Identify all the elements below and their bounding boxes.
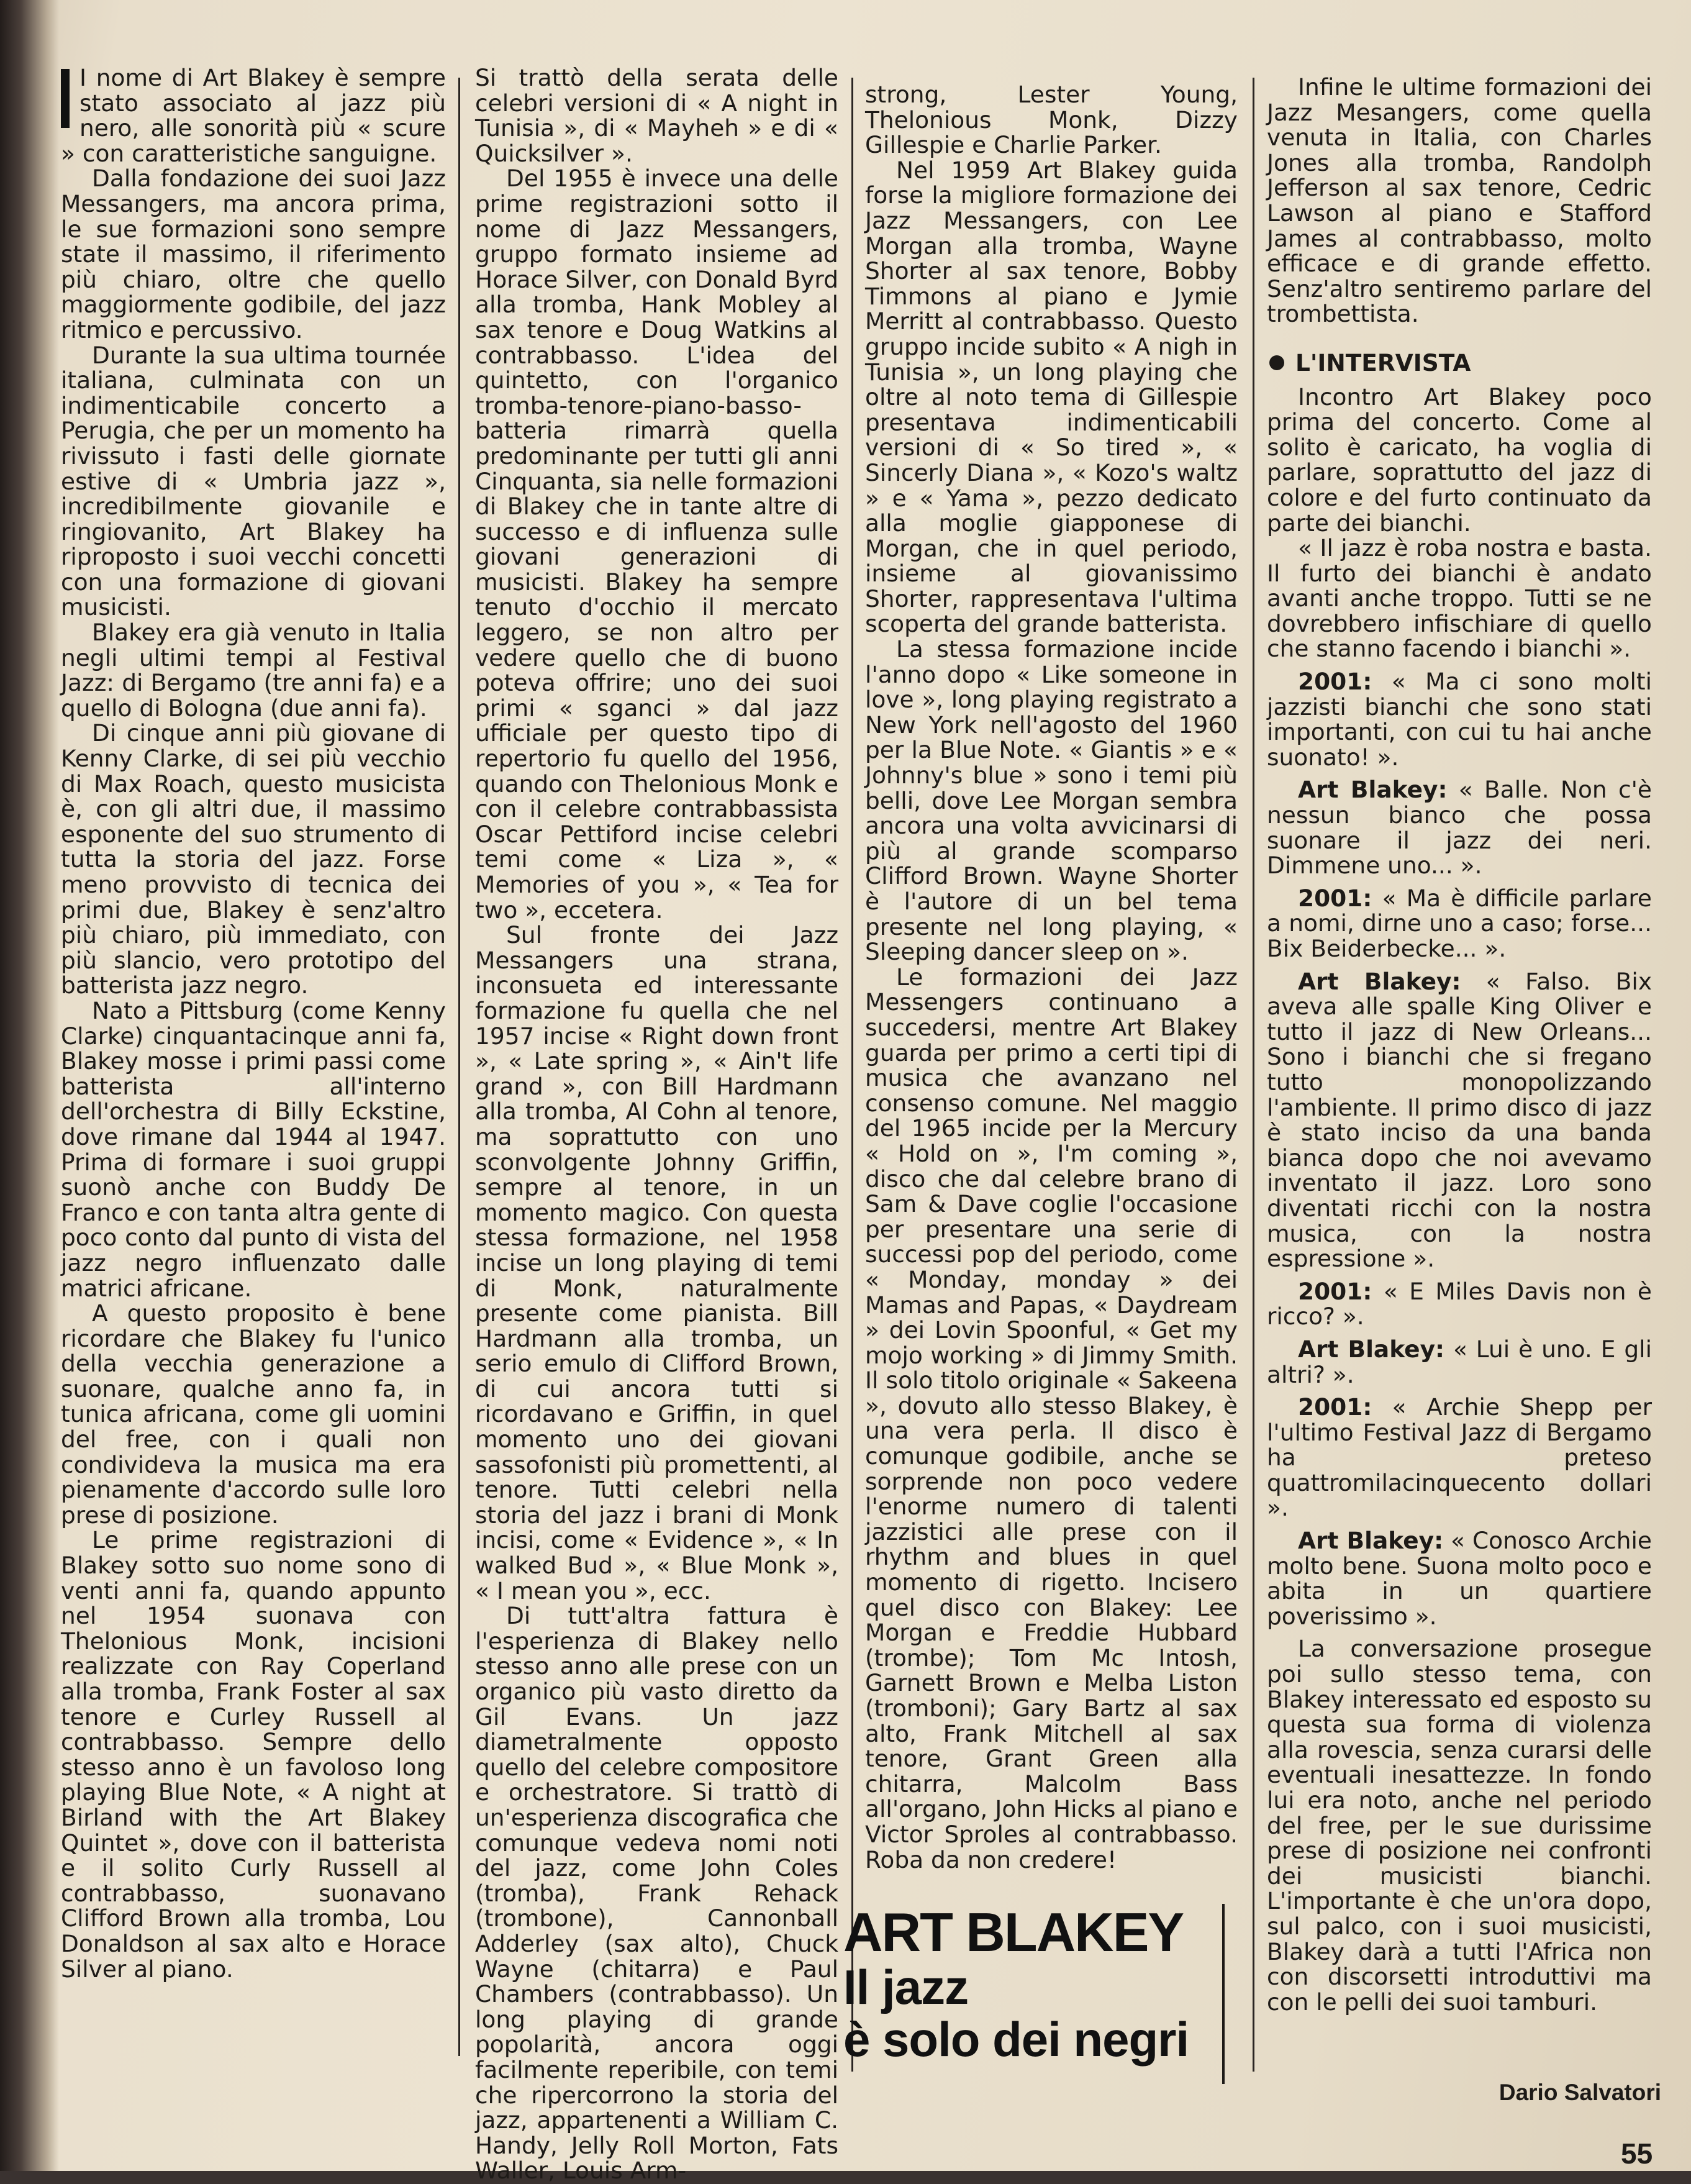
paragraph: Sul fronte dei Jazz Messangers una strana, inconsueta ed interessante formazione fu quella che nel 1957 incise « Right down front », « Late spring », « Ain't life grand », con Bill Hardmann alla tromba, Al Cohn al tenore, ma soprattutto con uno sconvolgente Johnny Griffin, sempre al tenore, in un momento magico. Con questa stessa formazione, nel 1958 incise un long playing di temi di Monk, naturalmente presente come pianista. Bill Hardmann alla tromba, un serio emulo di Clifford Brown, di cui ancora tutti si ricordavano e Griffin, in quel momento uno dei giovani sassofonisti più promettenti, al tenore. Tutti celebri nella storia del jazz i brani di Monk incisi, come « Evidence », « In walked Bud », « Blue Monk », « I mean you », ecc. [475,921,838,1604]
paragraph: Si trattò della serata delle celebri versioni di « A night in Tunisia », di « Mayheh » e di « Quicksilver ». [475,64,838,167]
article-column-3 [865,82,1238,1914]
bullet-icon [1269,355,1284,370]
interview-exchange [1267,1395,1652,1521]
paragraph: Infine le ultime formazioni dei Jazz Mesangers, come quella venuta in Italia, con Charles Jones alla tromba, Randolph Jefferson al sax tenore, Cedric Lawson al piano e Stafford James al contrabbasso, molto efficace e di grande effetto. Senz'altro sentiremo parlare del trombettista. [1267,73,1652,328]
article-subtitle-line-1: Il jazz [843,1960,969,2014]
paragraph: Di cinque anni più giovane di Kenny Clarke, di sei più vecchio di Max Roach, questo musicista è, con gli altri due, il massimo esponente del suo strumento di tutta la storia del jazz. Forse meno provvisto di tecnica dei primi due, Blakey è senz'altro più chiaro, più immediato, con più slancio, vero prototipo del batterista jazz negro. [61,719,446,999]
interview-exchange [1267,1279,1652,1329]
article-column-2 [475,64,838,2184]
article-column-1 [61,65,446,2072]
speaker-text: « Conosco Archie molto bene. Suona molto poco e abita in un quartiere poverissimo ». [1267,1527,1652,1630]
page-number: 55 [1621,2137,1653,2170]
paragraph: Del 1955 è invece una delle prime registrazioni sotto il nome di Jazz Messangers, gruppo formato insieme ad Horace Silver, con Donald Byrd alla tromba, Hank Mobley al sax tenore e Doug Watkins al contrabbasso. L'idea del quintetto, con l'organico tromba-tenore-piano-basso-batteria rimarrà quella predominante per tutti gli anni Cinquanta, sia nelle formazioni di Blakey che in tante altre di successo e di influenza sulle giovani generazioni di musicisti. Blakey ha sempre tenuto d'occhio il mercato leggero, se non altro per vedere quello che di buono poteva offrire; uno dei suoi primi « sganci » dal jazz ufficiale per questo tipo di repertorio fu quello del 1956, quando con Thelonious Monk e con il celebre contrabbassista Oscar Pettiford incise celebri temi come « Liza », « Memories of you », « Tea for two », eccetera. [475,165,838,924]
speaker-label: 2001: [1298,1277,1372,1305]
speaker-text: « Ma ci sono molti jazzisti bianchi che sono stati importanti, con cui tu hai anche suonato! ». [1267,668,1652,771]
interview-heading [1269,350,1652,376]
drop-cap-bar [61,69,70,128]
column-rule [458,78,460,2056]
paragraph: Di tutt'altra fattura è l'esperienza di Blakey nello stesso anno alle prese con un organico più vasto diretto da Gil Evans. Un jazz diametralmente opposto quello del celebre compositore e orchestratore. Si trattò di un'esperienza discografica che comunque vedeva nomi noti del jazz, come John Coles (tromba), Frank Rehack (trombone), Cannonball Adderley (sax alto), Chuck Wayne (chitarra) e Paul Chambers (contrabbasso). Un long playing di grande popolarità, ancora oggi facilmente reperibile, con temi che ripercorrono la storia del jazz, appartenenti a William C. Handy, Jelly Roll Morton, Fats Waller, Louis Arm- [475,1602,838,2184]
speaker-text: « Ma è difficile parlare a nomi, dirne uno a caso; forse... Bix Beiderbecke... ». [1267,884,1652,962]
paragraph: strong, Lester Young, Thelonious Monk, Dizzy Gillespie e Charlie Parker. [865,81,1238,159]
column-rule [1253,78,1254,2072]
article-column-4 [1267,75,1652,2062]
interview-exchange [1267,886,1652,962]
author-byline: Dario Salvatori [1498,2080,1661,2105]
speaker-label: 2001: [1298,668,1372,696]
interview-exchange [1267,777,1652,878]
interview-heading-label: L'INTERVISTA [1295,348,1471,376]
paragraph: Nel 1959 Art Blakey guida forse la migliore formazione dei Jazz Messangers, con Lee Morgan alla tromba, Wayne Shorter al sax tenore, Bobby Timmons al piano e Jymie Merritt al contrabbasso. Questo gruppo incide subito « A nigh in Tunisia », un long playing che oltre al noto tema di Gillespie presentava indimenticabili versioni di « So tired », « Sincerly Diana », « Kozo's waltz » e « Yama », pezzo dedicato alla moglie giapponese di Morgan, che in quel periodo, insieme al giovanissimo Shorter, rappresentava l'ultima scoperta del grande batterista. [865,156,1238,638]
paragraph: La conversazione prosegue poi sullo stesso tema, con Blakey interessato ed esposto su questa sua forma di violenza alla rovescia, senza curarsi delle eventuali inesattezze. In fondo lui era noto, anche nel periodo del free, per le sue durissime prese di posizione nei confronti dei musicisti bianchi. L'importante è che un'ora dopo, sul palco, con i suoi musicisti, Blakey darà a tutti l'Africa non con discorsetti introduttivi ma con le pelli dei suoi tamburi. [1267,1635,1652,2016]
paragraph: Nato a Pittsburg (come Kenny Clarke) cinquantacinque anni fa, Blakey mosse i primi passi come batterista all'interno dell'orchestra di Billy Eckstine, dove rimane dal 1944 al 1947. Prima di formare i suoi gruppi suonò anche con Buddy De Franco e con tanta altra gente di poco conto dal punto di vista del jazz negro influenzato dalle matrici africane. [61,996,446,1302]
speaker-text: « Falso. Bix aveva alle spalle King Oliver e tutto il jazz di New Orleans... Sono i bianchi che si fregano tutto monopolizzando l'ambiente. Il primo disco di jazz è stato inciso da una banda bianca dopo che noi avevamo inventato il jazz. Loro sono diventati ricchi con la nostra musica, con la nostra espressione ». [1267,967,1652,1273]
speaker-text: « Archie Shepp per l'ultimo Festival Jazz di Bergamo ha preteso quattromilacinquecento dollari ». [1267,1393,1652,1522]
paragraph: Dalla fondazione dei suoi Jazz Messangers, ma ancora prima, le sue formazioni sono sempre state il massimo, il riferimento più chiaro, oltre che quello maggiormente godibile, del jazz ritmico e percussivo. [61,165,446,344]
page-spine-shadow [0,0,59,2171]
paragraph: La stessa formazione incide l'anno dopo « Like someone in love », long playing registrato a New York nell'agosto del 1960 per la Blue Note. « Giantis » e « Johnny's blue » sono i temi più belli, dove Lee Morgan sembra ancora una volta avvicinarsi di più al grande scomparso Clifford Brown. Wayne Shorter è l'autore di un bel tema presente nel long playing, « Sleeping dancer sleep on ». [865,635,1238,966]
speaker-label: Art Blakey: [1298,776,1448,804]
paragraph: Le formazioni dei Jazz Messengers continuano a succedersi, mentre Art Blakey guarda per primo a certi tipi di musica che avanzano nel consenso comune. Nel maggio del 1965 incide per la Mercury « Hold on », I'm coming », disco che dal celebre brano di Sam & Dave coglie l'occasione per presentare una serie di successi pop del periodo, come « Monday, monday » dei Mamas and Papas, « Daydream » dei Lovin Spoonful, « Get my mojo working » di Jimmy Smith. Il solo titolo originale « Sakeena », dovuto allo stesso Blakey, è una vera perla. Il disco è comunque godibile, anche se sorprende non poco vedere l'enorme numero di talenti jazzistici alle prese con il rhythm and blues in quel momento di rigetto. Incisero quel disco con Blakey: Lee Morgan e Freddie Hubbard (trombe); Tom Mc Intosh, Garnett Brown e Melba Liston (tromboni); Gary Bartz al sax alto, Frank Mitchell al sax tenore, Grant Green alla chitarra, Malcolm Bass all'organo, John Hicks al piano e Victor Sproles al contrabbasso. Roba da non credere! [865,963,1238,1873]
paragraph: Blakey era già venuto in Italia negli ultimi tempi al Festival Jazz: di Bergamo (tre anni fa) e a quello di Bologna (due anni fa). [61,619,446,722]
speaker-text: « E Miles Davis non è ricco? ». [1267,1277,1652,1331]
article-title: ART BLAKEY [843,1901,1184,1963]
speaker-text: « Balle. Non c'è nessun bianco che possa suonare il jazz dei neri. Dimmene uno... ». [1267,776,1652,880]
speaker-text: « Lui è uno. E gli altri? ». [1267,1335,1652,1388]
interview-exchange [1267,969,1652,1272]
speaker-label: Art Blakey: [1298,1527,1444,1555]
paragraph: Durante la sua ultima tournée italiana, culminata con un indimenticabile concerto a Perugia, che per un momento ha rivissuto i fasti delle giornate estive di « Umbria jazz », incredibilmente giovanile e ringiovanito, Art Blakey ha riproposto i suoi vecchi concetti con una formazione di giovani musicisti. [61,341,446,621]
speaker-label: Art Blakey: [1298,1335,1445,1363]
column-rule [851,78,853,2072]
article-subtitle-line-2: è solo dei negri [843,2012,1189,2067]
paragraph: I nome di Art Blakey è sempre stato associato al jazz più nero, alle sonorità più « scure » con caratteristiche sanguigne. [61,64,446,167]
article-title-block [843,1901,1228,2084]
speaker-label: Art Blakey: [1298,967,1461,995]
paragraph: « Il jazz è roba nostra e basta. Il furto dei bianchi è andato avanti anche troppo. Tutti se ne dovrebbero infischiare di quello che stanno facendo i bianchi ». [1267,534,1652,663]
title-side-rule [1222,1904,1225,2084]
paragraph: Incontro Art Blakey poco prima del concerto. Come al solito è caricato, ha voglia di parlare, soprattutto del jazz di colore e del furto continuato da parte dei bianchi. [1267,383,1652,537]
interview-exchange [1267,1337,1652,1387]
paragraph: Le prime registrazioni di Blakey sotto suo nome sono di venti anni fa, quando appunto nel 1954 suonava con Thelonious Monk, incisioni realizzate con Ray Coperland alla tromba, Frank Foster al sax tenore e Curley Russell al contrabbasso. Sempre dello stesso anno è un favoloso long playing Blue Note, « A night at Birland with the Art Blakey Quintet », dove con il batterista e il solito Curly Russell al contrabbasso, suonavano Clifford Brown alla tromba, Lou Donaldson al sax alto e Horace Silver al piano. [61,1526,446,1983]
interview-exchange [1267,669,1652,770]
speaker-label: 2001: [1298,1393,1372,1421]
paragraph: A questo proposito è bene ricordare che Blakey fu l'unico della vecchia generazione a suonare, qualche anno fa, in tunica africana, come gli uomini del free, con i quali non condivideva la musica ma era pienamente d'accordo sulle loro prese di posizione. [61,1299,446,1529]
interview-exchange [1267,1528,1652,1629]
speaker-label: 2001: [1298,884,1372,912]
